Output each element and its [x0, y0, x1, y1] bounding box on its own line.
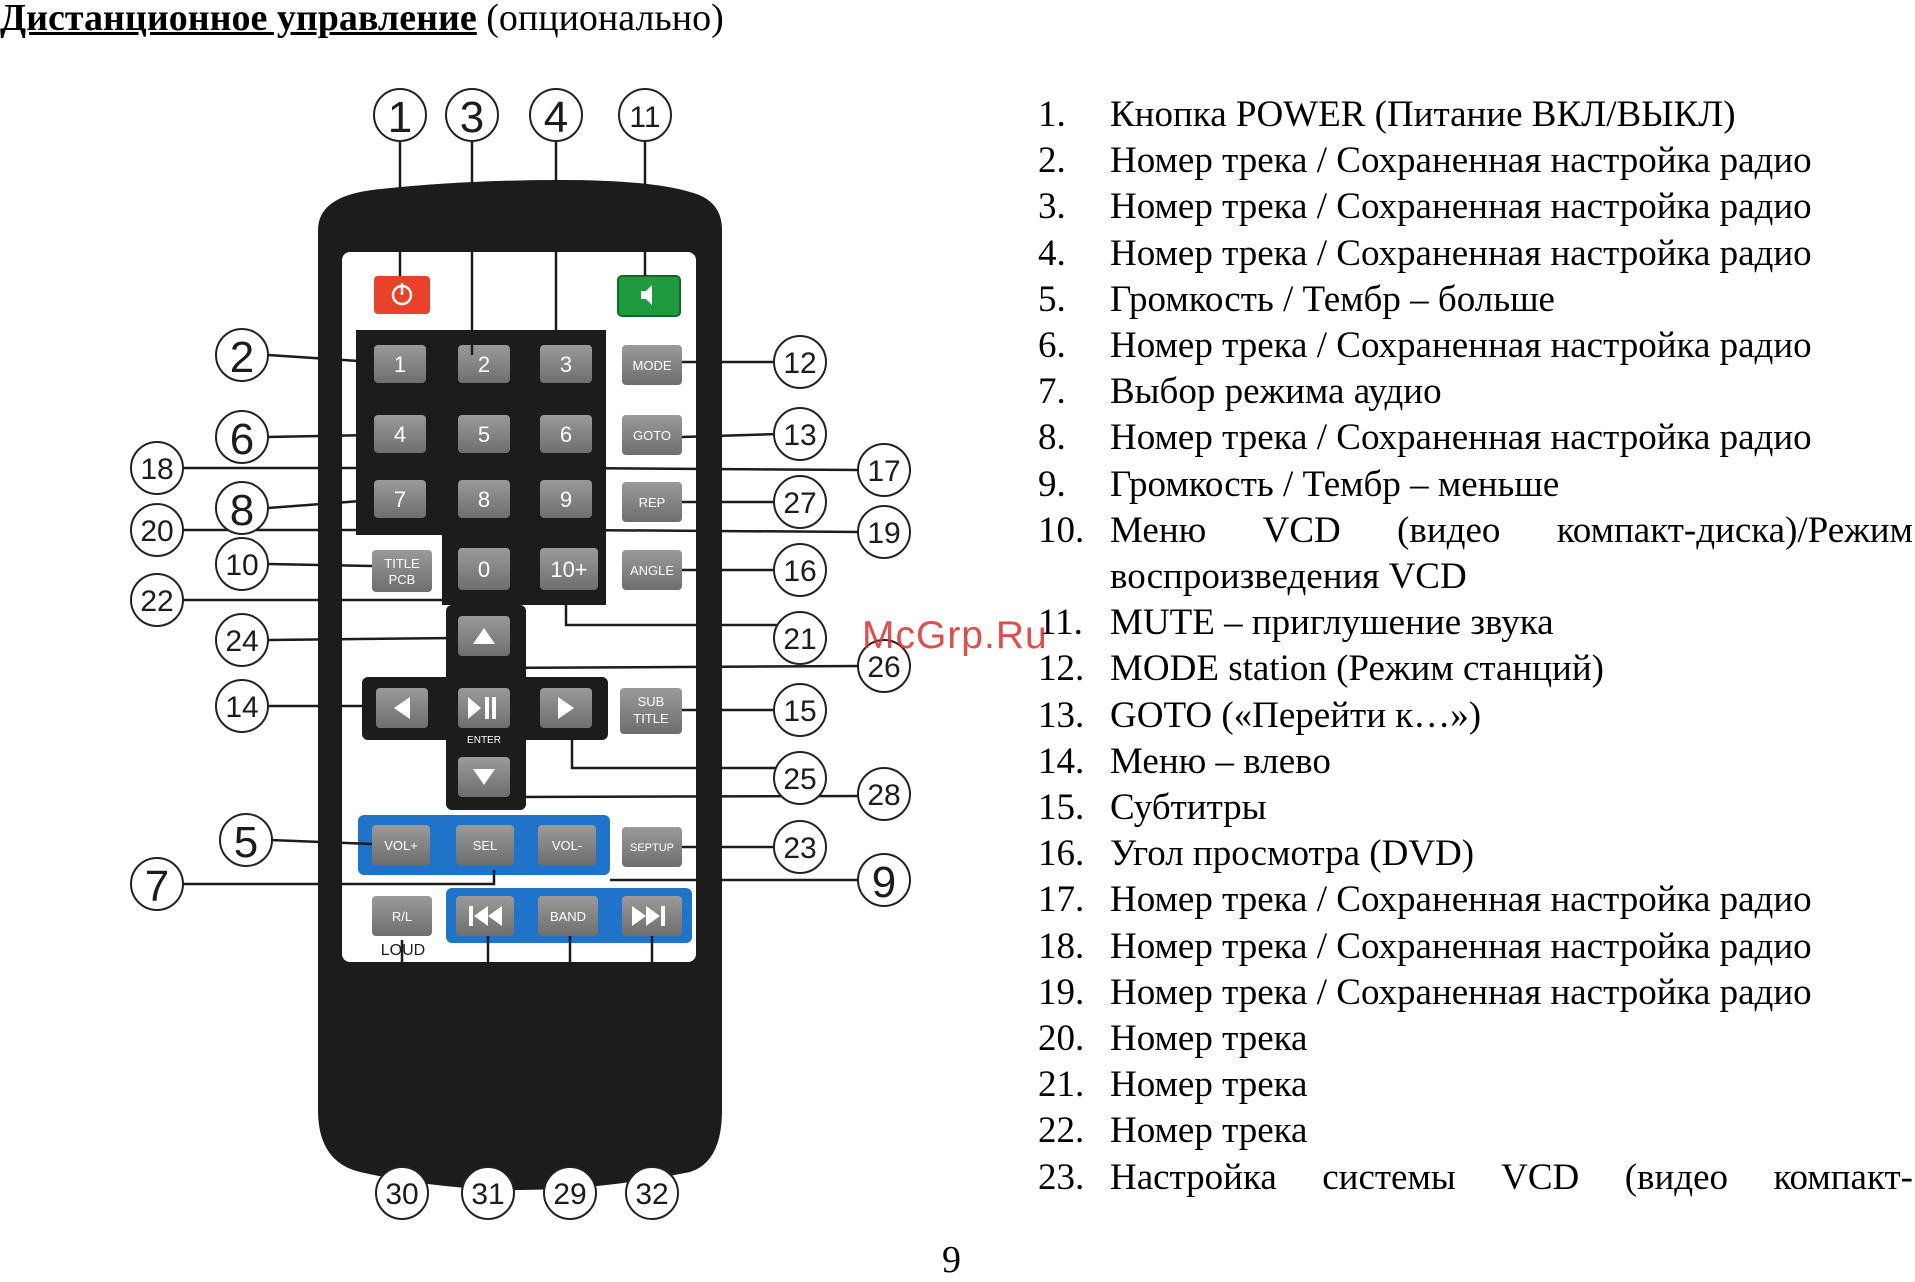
- list-item: 16. Угол просмотра (DVD): [1038, 833, 1475, 875]
- svg-text:27: 27: [783, 487, 817, 520]
- callout-4: [530, 89, 582, 142]
- key-subtitle-label: TITLE: [633, 711, 669, 726]
- list-item: 15. Субтитры: [1038, 787, 1267, 829]
- svg-text:4: 4: [543, 93, 569, 142]
- svg-text:32: 32: [635, 1178, 669, 1211]
- svg-text:5: 5: [233, 818, 259, 867]
- svg-text:12: 12: [783, 347, 817, 380]
- svg-text:19: 19: [867, 517, 901, 550]
- watermark: McGrp.Ru: [862, 614, 1048, 657]
- list-item: 23. Настройка системы VCD (видео компакт-: [1038, 1155, 1915, 1201]
- key-mode-label: MODE: [632, 358, 672, 373]
- list-item: 11. MUTE – приглушение звука: [1038, 602, 1554, 644]
- key-7-label: 7: [393, 487, 407, 512]
- key-vol-minus-label: VOL-: [551, 838, 583, 853]
- callout-25: [774, 752, 826, 804]
- button-legend-list: [1038, 92, 1915, 1201]
- key-10plus-label: 10+: [550, 557, 588, 582]
- callout-3: [446, 89, 498, 142]
- key-6-label: 6: [559, 422, 573, 447]
- svg-text:7: 7: [144, 862, 170, 911]
- callout-2: [216, 329, 268, 382]
- callout-9: [858, 854, 910, 907]
- key-sub-label: SUB: [637, 694, 665, 709]
- key-5-label: 5: [477, 422, 491, 447]
- callout-28: [858, 768, 910, 820]
- svg-text:18: 18: [140, 453, 174, 486]
- list-item: 18. Номер трека / Сохраненная настройка радио: [1038, 925, 1812, 967]
- svg-text:8: 8: [229, 486, 255, 535]
- key-goto-label: GOTO: [632, 428, 672, 443]
- svg-text:20: 20: [140, 515, 174, 548]
- list-item: 3. Номер трека / Сохраненная настройка радио: [1038, 186, 1812, 228]
- svg-text:28: 28: [867, 779, 901, 812]
- svg-text:3: 3: [459, 93, 485, 142]
- callout-10: [216, 538, 268, 590]
- callout-15: [774, 684, 826, 736]
- callout-14: [216, 680, 268, 732]
- svg-text:26: 26: [867, 651, 901, 684]
- callout-11: [619, 89, 671, 141]
- svg-text:23: 23: [783, 832, 817, 865]
- svg-text:17: 17: [867, 455, 901, 488]
- key-2-label: 2: [477, 352, 491, 377]
- key-angle-label: ANGLE: [629, 563, 675, 578]
- svg-text:31: 31: [471, 1178, 505, 1211]
- key-enter: [458, 688, 510, 728]
- key-sel-label: SEL: [472, 838, 498, 853]
- svg-text:2: 2: [229, 333, 255, 382]
- list-item: 10. Меню VCD (видео компакт-диска)/Режим воспроизведения VCD: [1038, 509, 1913, 598]
- callout-13: [774, 408, 826, 460]
- justified-text: Настройка системы VCD (видео компакт-: [1110, 1156, 1913, 1198]
- callout-23: [774, 821, 826, 873]
- list-item: 4. Номер трека / Сохраненная настройка радио: [1038, 232, 1812, 274]
- callout-32: [626, 1167, 678, 1219]
- key-3-label: 3: [559, 352, 573, 377]
- svg-text:6: 6: [229, 415, 255, 464]
- callout-21: [774, 612, 826, 664]
- list-item: 20. Номер трека: [1038, 1018, 1308, 1060]
- svg-text:24: 24: [225, 625, 259, 658]
- svg-text:11: 11: [629, 101, 661, 134]
- svg-text:25: 25: [783, 763, 817, 796]
- key-0-label: 0: [477, 557, 491, 582]
- callout-18: [131, 442, 183, 494]
- callout-24: [216, 614, 268, 666]
- list-item: 5. Громкость / Тембр – больше: [1038, 278, 1555, 320]
- key-4-label: 4: [393, 422, 407, 447]
- callout-29: [544, 1167, 596, 1219]
- svg-text:14: 14: [225, 691, 259, 724]
- svg-text:16: 16: [783, 555, 817, 588]
- key-rl-label: R/L: [391, 909, 413, 924]
- key-band-label: BAND: [549, 909, 587, 924]
- callout-5: [220, 814, 272, 867]
- callout-17: [858, 444, 910, 496]
- list-item: 1. Кнопка POWER (Питание ВКЛ/ВЫКЛ): [1038, 94, 1736, 135]
- key-pcb-label: PCB: [388, 572, 416, 587]
- justified-text: Меню VCD (видео компакт-диска)/Режим: [1110, 509, 1913, 551]
- list-item: 14. Меню – влево: [1038, 740, 1331, 782]
- enter-label: ENTER: [467, 735, 501, 746]
- callout-6: [216, 411, 268, 464]
- svg-text:1: 1: [387, 93, 413, 142]
- svg-text:22: 22: [140, 585, 174, 618]
- callout-16: [774, 544, 826, 596]
- list-item: 13. GOTO («Перейти к…»): [1038, 694, 1482, 736]
- callout-1: [374, 89, 426, 142]
- list-item: 8. Номер трека / Сохраненная настройка радио: [1038, 417, 1812, 459]
- loud-label: LOUD: [380, 942, 426, 959]
- callout-30: [376, 1167, 428, 1219]
- key-9-label: 9: [559, 487, 573, 512]
- svg-text:10: 10: [225, 549, 259, 582]
- callout-31: [462, 1167, 514, 1219]
- key-rep-label: REP: [638, 495, 666, 510]
- heading-title: Дистанционное управление: [0, 0, 477, 39]
- list-item: 17. Номер трека / Сохраненная настройка радио: [1038, 879, 1812, 921]
- callout-8: [216, 482, 268, 535]
- list-item: 6. Номер трека / Сохраненная настройка радио: [1038, 325, 1812, 367]
- svg-text:30: 30: [385, 1178, 419, 1211]
- svg-text:15: 15: [783, 695, 817, 728]
- list-item: 22. Номер трека: [1038, 1110, 1308, 1152]
- callout-12: [774, 336, 826, 388]
- heading-note: (опционально): [486, 0, 724, 39]
- list-item: 12. MODE station (Режим станций): [1038, 648, 1604, 690]
- callout-22: [131, 574, 183, 626]
- list-item: 9. Громкость / Тембр – меньше: [1038, 463, 1560, 505]
- list-item: 21. Номер трека: [1038, 1064, 1308, 1106]
- key-8-label: 8: [477, 487, 491, 512]
- list-item: 7. Выбор режима аудио: [1038, 371, 1442, 413]
- page-number: 9: [942, 1239, 961, 1281]
- callout-20: [131, 504, 183, 556]
- key-title-label: TITLE: [384, 556, 420, 571]
- key-vol-plus-label: VOL+: [384, 838, 418, 853]
- list-item: 2. Номер трека / Сохраненная настройка радио: [1038, 140, 1812, 182]
- callout-7: [131, 858, 183, 911]
- svg-text:9: 9: [871, 858, 897, 907]
- list-item: 19. Номер трека / Сохраненная настройка радио: [1038, 971, 1812, 1013]
- callout-27: [774, 476, 826, 528]
- key-1-label: 1: [393, 352, 407, 377]
- callout-19: [858, 506, 910, 558]
- svg-text:21: 21: [783, 623, 817, 656]
- svg-text:29: 29: [553, 1178, 587, 1211]
- svg-text:13: 13: [783, 419, 817, 452]
- key-setup-label: SEPTUP: [629, 842, 675, 854]
